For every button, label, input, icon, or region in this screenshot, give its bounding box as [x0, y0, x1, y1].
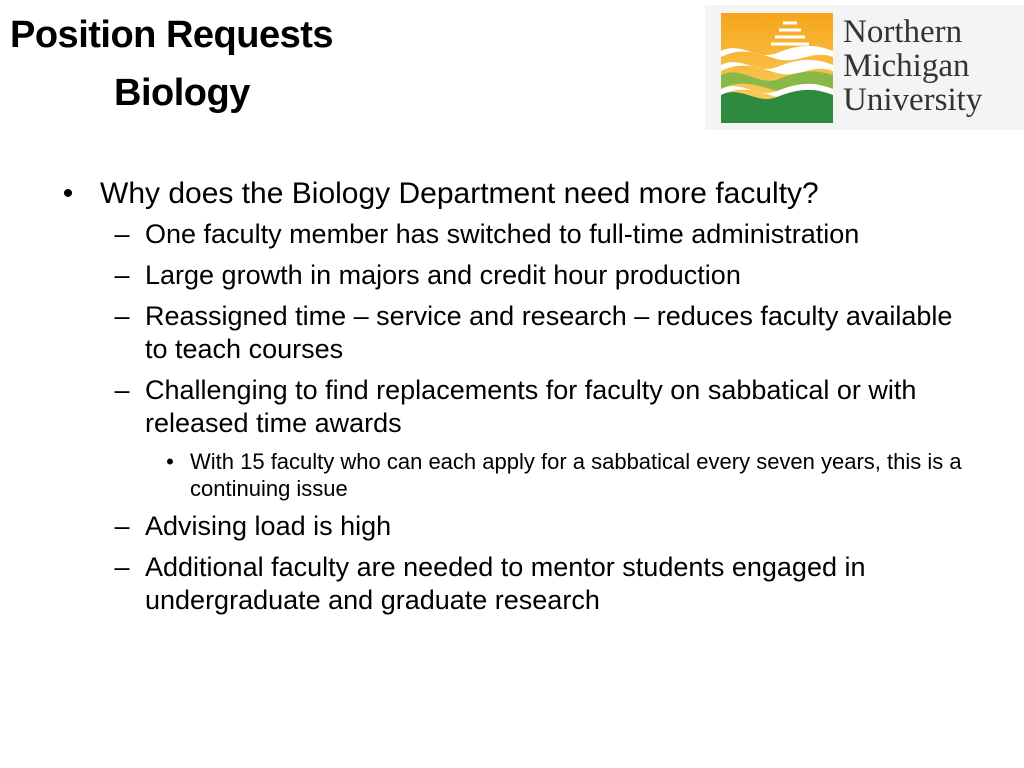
dash-marker: –	[114, 260, 130, 290]
sub-bullet-marker: •	[166, 449, 174, 474]
sub-point-item	[58, 448, 978, 502]
point-text: Challenging to find replacements for faculty on sabbatical or with released time awards	[145, 375, 917, 438]
point-text: Additional faculty are needed to mentor students engaged in undergraduate and graduate research	[145, 552, 866, 615]
logo-word-michigan: Michigan	[843, 48, 970, 84]
sub-point-text: With 15 faculty who can each apply for a sabbatical every seven years, this is a continuing issue	[190, 449, 962, 501]
dash-marker: –	[114, 552, 130, 582]
point-item	[58, 510, 978, 543]
slide-body	[58, 176, 978, 625]
point-item	[58, 551, 978, 617]
main-question-bullet	[58, 176, 978, 212]
point-item	[58, 259, 978, 292]
point-text: Large growth in majors and credit hour production	[145, 260, 741, 290]
point-text: One faculty member has switched to full-time administration	[145, 219, 860, 249]
main-question-text: Why does the Biology Department need more faculty?	[100, 177, 819, 210]
point-item	[58, 374, 978, 440]
point-item	[58, 300, 978, 366]
logo-wordmark	[843, 15, 982, 117]
university-logo	[705, 5, 1024, 130]
nmu-wave-logo-icon	[721, 13, 833, 123]
point-text: Advising load is high	[145, 511, 392, 541]
dash-marker: –	[114, 511, 130, 541]
point-text: Reassigned time – service and research – reduces faculty available to teach courses	[145, 301, 953, 364]
logo-word-northern: Northern	[843, 14, 963, 50]
title-line-2: Biology	[114, 72, 250, 114]
logo-word-university: University	[843, 82, 983, 118]
title-line-1: Position Requests	[10, 14, 333, 56]
slide-title	[10, 6, 410, 122]
dash-marker: –	[114, 301, 130, 331]
bullet-marker: •	[62, 177, 74, 210]
dash-marker: –	[114, 219, 130, 249]
point-item	[58, 218, 978, 251]
dash-marker: –	[114, 375, 130, 405]
